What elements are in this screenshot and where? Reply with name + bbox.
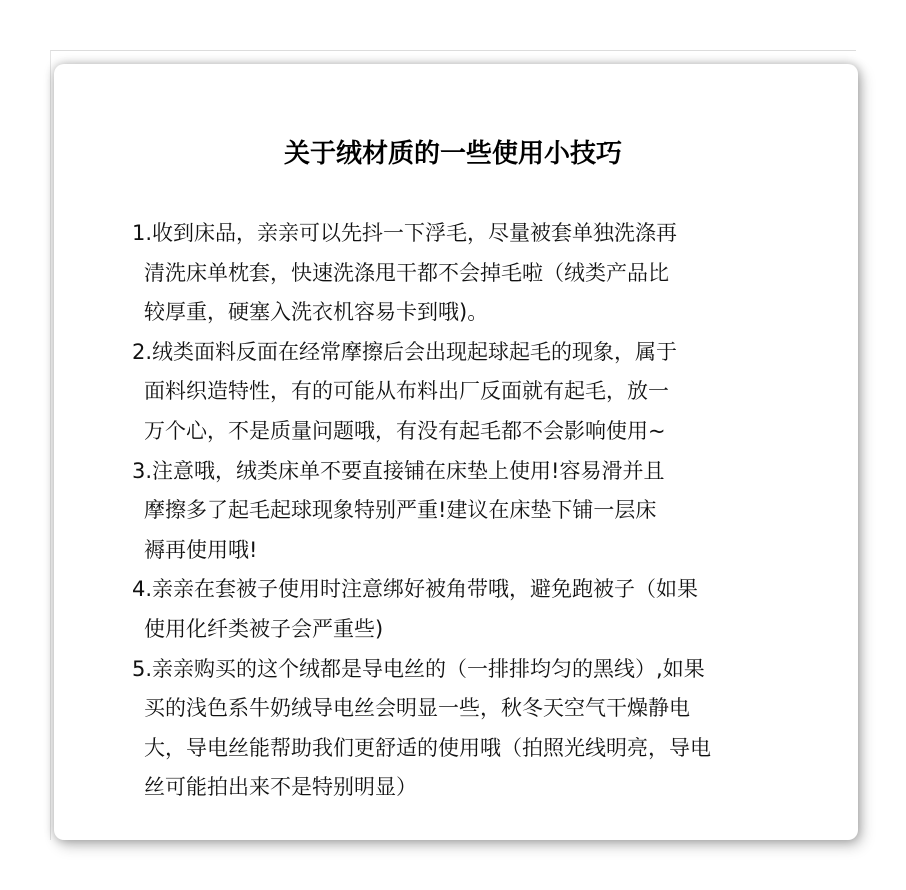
tip-line: 大，导电丝能帮助我们更舒适的使用哦（拍照光线明亮，导电 bbox=[144, 735, 711, 760]
tip-line: 3.注意哦，绒类床单不要直接铺在床垫上使用!容易滑并且 bbox=[132, 458, 665, 483]
tip-line: 面料织造特性，有的可能从布料出厂反面就有起毛，放一 bbox=[144, 379, 669, 404]
tip-line: 万个心，不是质量问题哦，有没有起毛都不会影响使用~ bbox=[144, 418, 666, 443]
tip-line: 2.绒类面料反面在经常摩擦后会出现起球起毛的现象，属于 bbox=[132, 339, 678, 364]
page-title: 关于绒材质的一些使用小技巧 bbox=[283, 139, 622, 169]
tip-line: 买的浅色系牛奶绒导电丝会明显一些，秋冬天空气干燥静电 bbox=[144, 696, 690, 721]
tips-list bbox=[132, 214, 822, 808]
tip-line: 5.亲亲购买的这个绒都是导电丝的（一排排均匀的黑线）,如果 bbox=[132, 656, 705, 681]
tip-line: 4.亲亲在套被子使用时注意绑好被角带哦，避免跑被子（如果 bbox=[132, 577, 699, 602]
tip-line: 丝可能拍出来不是特别明显） bbox=[144, 775, 417, 800]
tip-item-3 bbox=[132, 452, 822, 571]
tip-item-2 bbox=[132, 333, 822, 452]
tip-line: 较厚重，硬塞入洗衣机容易卡到哦)。 bbox=[144, 300, 489, 325]
tip-line: 清洗床单枕套，快速洗涤甩干都不会掉毛啦（绒类产品比 bbox=[144, 260, 669, 285]
tip-item-5 bbox=[132, 650, 822, 808]
tip-line: 褥再使用哦! bbox=[144, 537, 258, 562]
tip-item-1 bbox=[132, 214, 822, 333]
tip-line: 使用化纤类被子会严重些) bbox=[144, 616, 384, 641]
tip-line: 1.收到床品，亲亲可以先抖一下浮毛，尽量被套单独洗涤再 bbox=[132, 221, 678, 245]
tip-line: 摩擦多了起毛起球现象特别严重!建议在床垫下铺一层床 bbox=[144, 498, 657, 523]
tip-item-4 bbox=[132, 570, 822, 649]
